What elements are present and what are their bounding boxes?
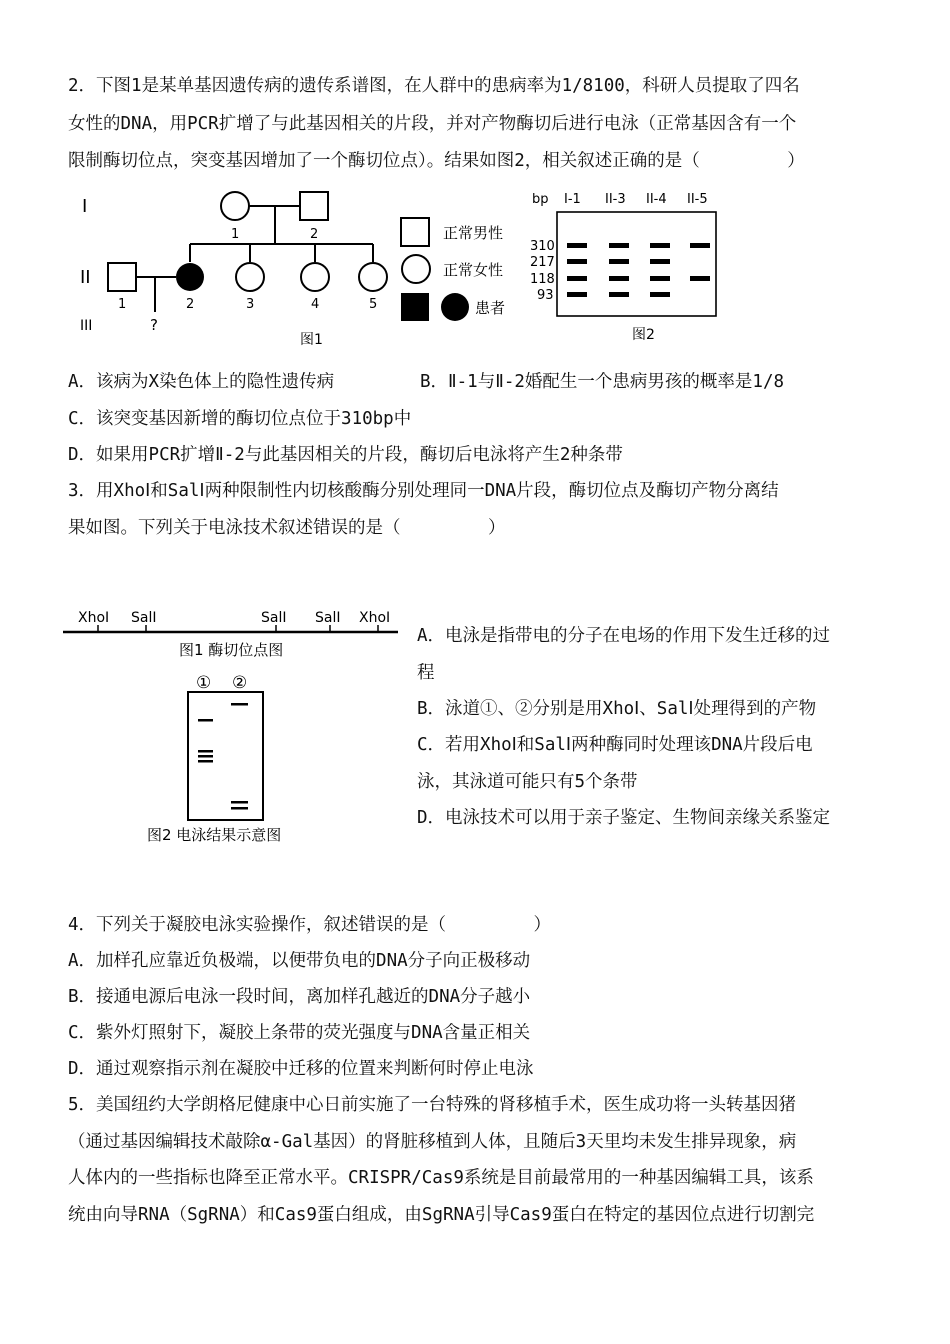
ind-label-III-unknown: ? [150, 316, 158, 334]
q3-band-lane1 [198, 760, 213, 763]
ind-label-II-1: 1 [118, 297, 127, 312]
size-label-310: 310 [530, 239, 555, 254]
q3-option-d: D．电泳技术可以用于亲子鉴定、生物间亲缘关系鉴定 [417, 808, 831, 828]
q4-stem: 4．下列关于凝胶电泳实验操作，叙述错误的是（ ） [68, 915, 552, 935]
ind-I-1 [221, 192, 249, 220]
q4-option-a: A．加样孔应靠近负极端，以便带负电的DNA分子向正极移动 [68, 951, 531, 971]
gen-label-I: I [82, 196, 88, 217]
q3-fig1-caption: 图1 酶切位点图 [179, 641, 284, 659]
legend-normal-male-symbol [401, 218, 429, 246]
q2-option-a: A．该病为X染色体上的隐性遗传病 [68, 372, 335, 392]
gel-band [567, 276, 587, 281]
site-label-4: SalⅠ [315, 610, 341, 626]
q3-option-c-line-2: 泳，其泳道可能只有5个条带 [417, 772, 638, 792]
site-label-2: SalⅠ [131, 610, 157, 626]
gel-band [567, 292, 587, 297]
q3-lane-label-1: ① [196, 673, 212, 693]
q2-gel-figure [525, 185, 725, 350]
q3-band-lane2 [231, 801, 248, 804]
ind-label-II-2: 2 [186, 297, 195, 312]
lane-label-II-3: II-3 [605, 192, 626, 207]
q3-band-lane2 [231, 703, 248, 706]
ind-label-II-3: 3 [246, 297, 255, 312]
ind-II-2 [176, 263, 204, 291]
gel-band [609, 292, 629, 297]
legend-normal-female-label: 正常女性 [443, 261, 504, 279]
q5-stem-line-1: 5．美国纽约大学朗格尼健康中心日前实施了一台特殊的肾移植手术，医生成功将一头转基因猪 [68, 1095, 797, 1115]
q4-option-c: C．紫外灯照射下，凝胶上条带的荧光强度与DNA含量正相关 [68, 1023, 531, 1043]
gel-band [690, 243, 710, 248]
gen-label-III: III [80, 318, 93, 334]
q4-option-d: D．通过观察指示剂在凝胶中迁移的位置来判断何时停止电泳 [68, 1059, 534, 1079]
q4-option-b: B．接通电源后电泳一段时间，离加样孔越近的DNA分子越小 [68, 987, 531, 1007]
q2-option-d: D．如果用PCR扩增Ⅱ-2与此基因相关的片段，酶切后电泳将产生2种条带 [68, 445, 623, 465]
gel-band [567, 243, 587, 248]
q2-option-c: C．该突变基因新增的酶切位点位于310bp中 [68, 409, 412, 429]
q3-lane-label-2: ② [232, 673, 248, 693]
ind-label-I-1: 1 [231, 227, 240, 242]
q3-restriction-figure [60, 600, 405, 850]
q3-option-b: B．泳道①、②分别是用XhoⅠ、SalⅠ处理得到的产物 [417, 699, 817, 719]
lane-label-II-4: II-4 [646, 192, 667, 207]
q2-stem-line-1: 2．下图1是某单基因遗传病的遗传系谱图，在人群中的患病率为1/8100，科研人员提取了四名 [68, 76, 800, 96]
q3-option-a-line-1: A．电泳是指带电的分子在电场的作用下发生迁移的过 [417, 626, 831, 646]
size-label-217: 217 [530, 255, 555, 270]
gel-band [567, 259, 587, 264]
gel-band [650, 259, 670, 264]
q2-option-b: B．Ⅱ-1与Ⅱ-2婚配生一个患病男孩的概率是1/8 [420, 372, 785, 392]
ind-label-I-2: 2 [310, 227, 319, 242]
q3-option-a-line-2: 程 [417, 663, 435, 683]
gel-band [609, 259, 629, 264]
q3-stem-line-2: 果如图。下列关于电泳技术叙述错误的是（ ） [68, 518, 506, 538]
legend-normal-male-label: 正常男性 [443, 224, 504, 242]
q3-band-lane1 [198, 750, 213, 753]
gel-band [650, 276, 670, 281]
ind-label-II-4: 4 [311, 297, 320, 312]
ind-label-II-5: 5 [369, 297, 378, 312]
fig1-caption: 图1 [300, 332, 323, 348]
gel-band [609, 243, 629, 248]
bp-label: bp [532, 192, 549, 207]
site-label-3: SalⅠ [261, 610, 287, 626]
site-label-1: XhoⅠ [78, 610, 110, 626]
fig2-caption: 图2 [632, 327, 655, 343]
q5-stem-line-3: 人体内的一些指标也降至正常水平。CRISPR/Cas9系统是目前最常用的一种基因编辑工具，该系 [68, 1168, 814, 1188]
q3-option-c-line-1: C．若用XhoⅠ和SalⅠ两种酶同时处理该DNA片段后电 [417, 735, 813, 755]
legend-normal-female-symbol [402, 255, 430, 283]
q5-stem-line-2: （通过基因编辑技术敲除α-Gal基因）的肾脏移植到人体，且随后3天里均未发生排异现象，病 [68, 1132, 797, 1152]
lane-label-II-5: II-5 [687, 192, 708, 207]
size-label-118: 118 [530, 272, 555, 287]
q2-stem-line-3: 限制酶切位点，突变基因增加了一个酶切位点）。结果如图2，相关叙述正确的是（ ） [68, 151, 805, 171]
q3-band-lane1 [198, 719, 213, 722]
legend-patient-label: 患者 [475, 299, 506, 317]
gel-band [690, 276, 710, 281]
q3-fig2-caption: 图2 电泳结果示意图 [147, 826, 282, 844]
gel-band [609, 276, 629, 281]
gen-label-II: II [80, 267, 91, 288]
gel-band [650, 243, 670, 248]
q3-stem-line-1: 3．用XhoⅠ和SalⅠ两种限制性内切核酸酶分别处理同一DNA片段，酶切位点及酶切产物分离结 [68, 481, 779, 501]
q5-stem-line-4: 统由向导RNA（SgRNA）和Cas9蛋白组成，由SgRNA引导Cas9蛋白在特定的基因位点进行切割完 [68, 1205, 815, 1225]
size-label-93: 93 [537, 288, 554, 303]
lane-label-I-1: I-1 [564, 192, 581, 207]
ind-I-2 [300, 192, 328, 220]
q3-band-lane2 [231, 807, 248, 810]
legend-patient-female-symbol [441, 293, 469, 321]
q2-stem-line-2: 女性的DNA，用PCR扩增了与此基因相关的片段，并对产物酶切后进行电泳（正常基因含有一个 [68, 114, 797, 134]
ind-II-5 [359, 263, 387, 291]
ind-II-3 [236, 263, 264, 291]
q3-band-lane1 [198, 755, 213, 758]
legend-patient-male-symbol [401, 293, 429, 321]
site-label-5: XhoⅠ [359, 610, 391, 626]
pedigree-figure [70, 185, 530, 350]
gel-band [650, 292, 670, 297]
ind-II-4 [301, 263, 329, 291]
ind-II-1 [108, 263, 136, 291]
